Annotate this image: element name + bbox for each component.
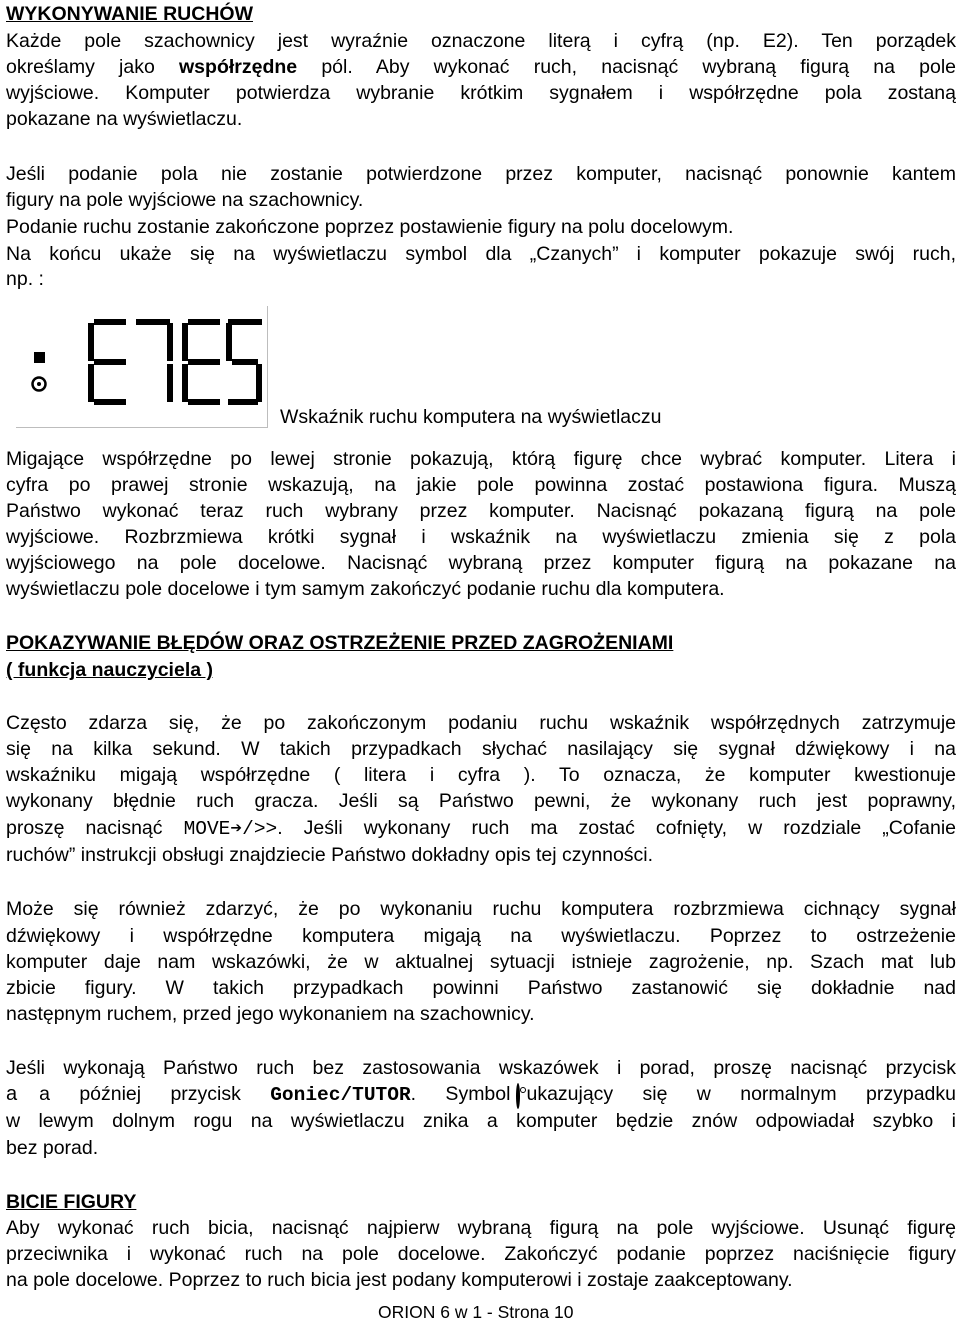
paragraph-line: Na końcu ukaże się na wyświetlaczu symbol dla „Czanych” i komputer pokazuje swój ruch, xyxy=(6,243,956,265)
paragraph-line: przeciwnika i wykonać ruch na pole docelowe. Zakończyć podanie poprzez naciśnięcie figury xyxy=(6,1243,956,1265)
paragraph-line: Często zdarza się, że po zakończonym podaniu ruchu wskaźnik współrzędnych zatrzymuje xyxy=(6,712,956,734)
paragraph-line: następnym ruchem, przed jego wykonaniem na szachownicy. xyxy=(6,1003,535,1025)
paragraph-line: określamy jako współrzędne pól. Aby wykonać ruch, nacisnąć wybraną figurą na pole xyxy=(6,56,957,78)
paragraph-line: figury na pole wyjściowe na szachownicy. xyxy=(6,189,364,211)
paragraph-line: wykonany błędnie ruch gracza. Jeśli są Państwo pewni, że wykonany ruch jest poprawny, xyxy=(6,790,956,812)
section-title-errors: POKAZYWANIE BŁĘDÓW ORAZ OSTRZEŻENIE PRZED ZAGROŻENIAMI xyxy=(6,632,674,654)
move-key-label: MOVE➔/>> xyxy=(183,818,278,840)
section-title-moves: WYKONYWANIE RUCHÓW xyxy=(6,3,253,25)
display-caption: Wskaźnik ruchu komputera na wyświetlaczu xyxy=(280,406,662,428)
tutor-symbol-icon xyxy=(516,1083,520,1109)
paragraph-line: np. : xyxy=(6,268,44,290)
section-title-capture: BICIE FIGURY xyxy=(6,1191,137,1213)
paragraph-line: Aby wykonać ruch bicia, nacisnąć najpierw wybraną figurą na pole wyjściowe. Usunąć figurę xyxy=(6,1217,956,1239)
paragraph-line: wyjściowego na pole docelowe. Nacisnąć wybraną przez komputer figurą na pokazane na xyxy=(6,552,956,574)
paragraph-line: proszę nacisnąć MOVE➔/>>. Jeśli wykonany ruch ma zostać cofnięty, w rozdziale „Cofanie xyxy=(6,817,957,840)
paragraph-line: Podanie ruchu zostanie zakończone poprzez postawienie figury na polu docelowym. xyxy=(6,216,734,238)
paragraph-line: Każde pole szachownicy jest wyraźnie oznaczone literą i cyfrą (np. E2). Ten porządek xyxy=(6,30,956,52)
paragraph-line: Państwo wykonać teraz ruch wybrany przez komputer. Nacisnąć pokazaną figurą na pole xyxy=(6,500,956,522)
paragraph-line: wyjściowe. Rozbrzmiewa krótki sygnał i wskaźnik na wyświetlaczu zmienia się z pola xyxy=(6,526,956,548)
paragraph-line: Jeśli podanie pola nie zostanie potwierdzone przez komputer, nacisnąć ponownie kantem xyxy=(6,163,956,185)
paragraph-line: wyświetlaczu pole docelowe i tym samym zakończyć podanie ruchu dla komputera. xyxy=(6,578,725,600)
paragraph-line: dźwiękowy i współrzędne komputera migają na wyświetlaczu. Poprzez to ostrzeżenie xyxy=(6,925,956,947)
goniec-tutor-key-label: Goniec/TUTOR xyxy=(270,1084,411,1106)
paragraph-line: bez porad. xyxy=(6,1137,99,1159)
paragraph-line: wyjściowe. Komputer potwierdza wybranie krótkim sygnałem i współrzędne pola zostaną xyxy=(6,82,956,104)
paragraph-line: ruchów” instrukcji obsługi znajdziecie Państwo dokładny opis tej czynności. xyxy=(6,844,654,866)
paragraph-line: się na kilka sekund. W takich przypadkach słychać nasilający się sygnał dźwiękowy i na xyxy=(6,738,956,760)
paragraph-line: a a później przycisk Goniec/TUTOR. Symbol ukazujący się w normalnym przypadku xyxy=(6,1081,956,1109)
lcd-display-illustration xyxy=(16,306,268,428)
paragraph-line: w lewym dolnym rogu na wyświetlaczu znika a komputer będzie znów odpowiadał szybko i xyxy=(6,1110,956,1132)
paragraph-line: pokazane na wyświetlaczu. xyxy=(6,108,243,130)
right-arrow-icon: ➔ xyxy=(230,818,243,840)
paragraph-line: Jeśli wykonają Państwo ruch bez zastosowania wskazówek i porad, proszę nacisnąć przycisk xyxy=(6,1057,956,1079)
paragraph-line: na pole docelowe. Poprzez to ruch bicia jest podany komputerowi i zostaje zaakceptowany. xyxy=(6,1269,793,1291)
emphasis-coordinates: współrzędne xyxy=(179,56,298,78)
section-subtitle-teacher: ( funkcja nauczyciela ) xyxy=(6,659,213,681)
paragraph-line: komputer daje nam wskazówki, że w aktualnej sytuacji istnieje zagrożenie, np. Szach mat lub xyxy=(6,951,956,973)
take-back-key-icon: a xyxy=(6,1083,18,1105)
paragraph-line: cyfra po prawej stronie wskazują, na jakie pole powinna zostać postawiona figura. Muszą xyxy=(6,474,956,496)
page-footer: ORION 6 w 1 - Strona 10 xyxy=(378,1302,574,1322)
paragraph-line: zbicie figury. W takich przypadkach powinni Państwo zastanowić się dokładnie nad xyxy=(6,977,956,999)
paragraph-line: Migające współrzędne po lewej stronie pokazują, którą figurę chce wybrać komputer. Litera i xyxy=(6,448,956,470)
paragraph-line: wskaźniku migają współrzędne ( litera i cyfra ). To oznacza, że komputer kwestionuje xyxy=(6,764,956,786)
lcd-frame xyxy=(16,306,268,428)
paragraph-line: Może się również zdarzyć, że po wykonaniu ruchu komputera rozbrzmiewa cichnący sygnał xyxy=(6,898,956,920)
